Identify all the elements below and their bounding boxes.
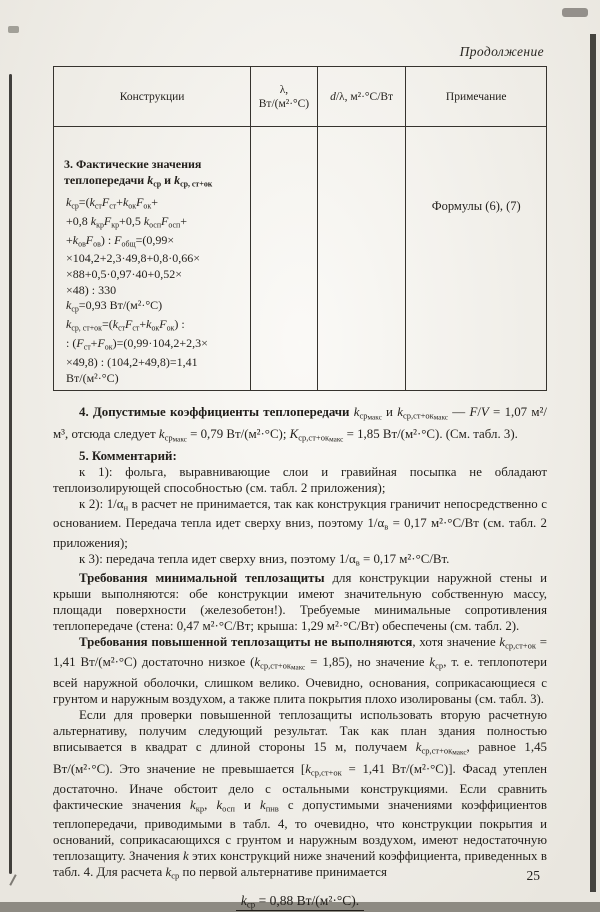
continuation-label: Продолжение <box>459 44 544 59</box>
scan-artifact-left-edge <box>9 74 12 874</box>
page-content <box>53 66 547 912</box>
calculation-table <box>53 66 547 391</box>
formula-line: +kовFов) : Fобщ=(0,99× <box>66 232 175 248</box>
body-text <box>53 404 547 912</box>
formula-line: Вт/(м²·°С) <box>66 370 119 385</box>
paragraph-second-alternative: Если для проверки повышенной теплозащиты использовать вторую расчетную альтернативу, получим следующий результат. Так как план здания полностью вписывается в квадрат с длиной стороны 15 м, получаем $kср,ст+ок_{макс}$, равное 1,45 Вт/(м²·°С). Это значение не превышается [kср,ст+ок = 1,41 Вт/(м²·°С)]. Фасад утеплен достаточно. Иначе обстоит дело с остальными конструкциями. Если сравнить фактические значения kкр, kосп и kпнв с допустимыми значениями коэффициентов теплопередачи, приводимыми в табл. 4, то очевидно, что конструкции покрытия и оснований, соприкасающихся с грунтом и наружным воздухом, имеют недостаточную теплозащиту. Значения k этих конструкций ниже значений коэффициента, приведенных в табл. 4. Для расчета kср по первой альтернативе принимается <box>53 708 548 881</box>
formula-line: ×48) : 330 <box>66 282 117 297</box>
header-constructions-label: Конструкции <box>119 90 185 103</box>
cell-note <box>406 127 547 391</box>
cell-resistance-value <box>317 127 406 391</box>
paragraph-4: 4. Допустимые коэффициенты теплопередачи kср$_{макс}$ и $kср,ст+ок_{макс}$ — F/V = 1,07 м²/м³, отсюда следует kср$_{макс}$ = 0,79 Вт/(м²·°С); $Kср,ст+ок_{макс} = 1,85$ Вт/(м²·°С). (См. табл. 3). <box>53 405 547 444</box>
header-lambda-line2: Вт/(м²·°С) <box>258 97 310 110</box>
cell-lambda-value <box>251 127 318 391</box>
formula-line: : (Fст+Fок)=(0,99·104,2+2,3× <box>66 336 208 352</box>
table-row <box>54 127 547 391</box>
row-note-label: Формулы (6), (7) <box>431 199 521 213</box>
table-header-d-over-lambda <box>317 67 406 127</box>
final-formula-text: kср = 0,88 Вт/(м²·°С). <box>236 893 364 911</box>
scan-artifact-top-right <box>562 8 588 17</box>
paragraph-minimal-protection: Требования минимальной теплозащиты для конструкции наружной стены и крыши выполняются: обе конструкции имеют значительную собственную массу, площади поверхности (железобетон!). Требуемые минимальные сопротивления теплопередаче (стена: 0,47 м²·°С/Вт; крыша: 1,29 м²·°С/Вт) обеспечены (см. табл. 2). <box>53 571 547 634</box>
formula-line: ×49,8) : (104,2+49,8)=1,41 <box>66 355 198 370</box>
table-header-constructions <box>54 67 251 127</box>
header-note-label: Примечание <box>445 90 507 103</box>
formula-line: kср=0,93 Вт/(м²·°С) <box>66 298 163 314</box>
paragraph-5-heading: 5. Комментарий: <box>79 448 177 463</box>
formula-line: kср=(kстFст+kокFок+ <box>66 194 158 210</box>
formula-line: kср, ст+ок=(kстFст+kокFок) : <box>66 317 185 333</box>
table-header-lambda <box>251 67 318 127</box>
table-header-note <box>406 67 547 127</box>
final-formula <box>53 893 547 912</box>
note-k3: к 3): передача тепла идет сверху вниз, поэтому 1/αв = 0,17 м²·°С/Вт. <box>79 551 450 568</box>
scan-artifact-right-edge <box>590 34 596 892</box>
note-k2: к 2): 1/αн в расчет не принимается, так как конструкция граничит непосредственно с основанием. Передача тепла идет сверху вниз, поэтому 1/αв = 0,17 м²·°С/Вт (см. табл. 2 приложения); <box>53 496 548 550</box>
formula-line: +0,8 kкрFкр+0,5 kоспFосп+ <box>66 213 188 229</box>
scan-artifact-bottom-left <box>9 874 16 886</box>
paragraph-increased-protection: Требования повышенной теплозащиты не выполняются, хотя значение kср,ст+ок = 1,41 Вт/(м²·°С) достаточно низкое $(kср,ст+ок_{макс} = 1,85)$, но значение kср, т. е. теплопотери всей наружной оболочки, слишком велико. Очевидно, основания, соприкасающиеся с грунтом и наружным воздухом, а также плита покрытия плохо изолированы (см. табл. 3). <box>53 635 547 707</box>
header-d-over-lambda-label: d/λ, м²·°С/Вт <box>330 90 394 103</box>
table-header-row <box>54 67 547 127</box>
cell-constructions <box>54 127 251 391</box>
scan-artifact-top-left <box>8 26 19 33</box>
formula-line: ×88+0,5·0,97·40+0,52× <box>66 267 183 282</box>
note-k1: к 1): фольга, выравнивающие слои и гравийная посыпка не обладают теплоизолирующей способностью (см. табл. 2 приложения); <box>53 464 547 495</box>
row-item-title: 3. Фактические значения теплопередачи kср и kср, ст+ок <box>64 157 213 188</box>
header-lambda-line1: λ, <box>279 83 289 96</box>
page-number: 25 <box>526 868 540 883</box>
formula-line: ×104,2+2,3·49,8+0,8·0,66× <box>66 251 201 266</box>
